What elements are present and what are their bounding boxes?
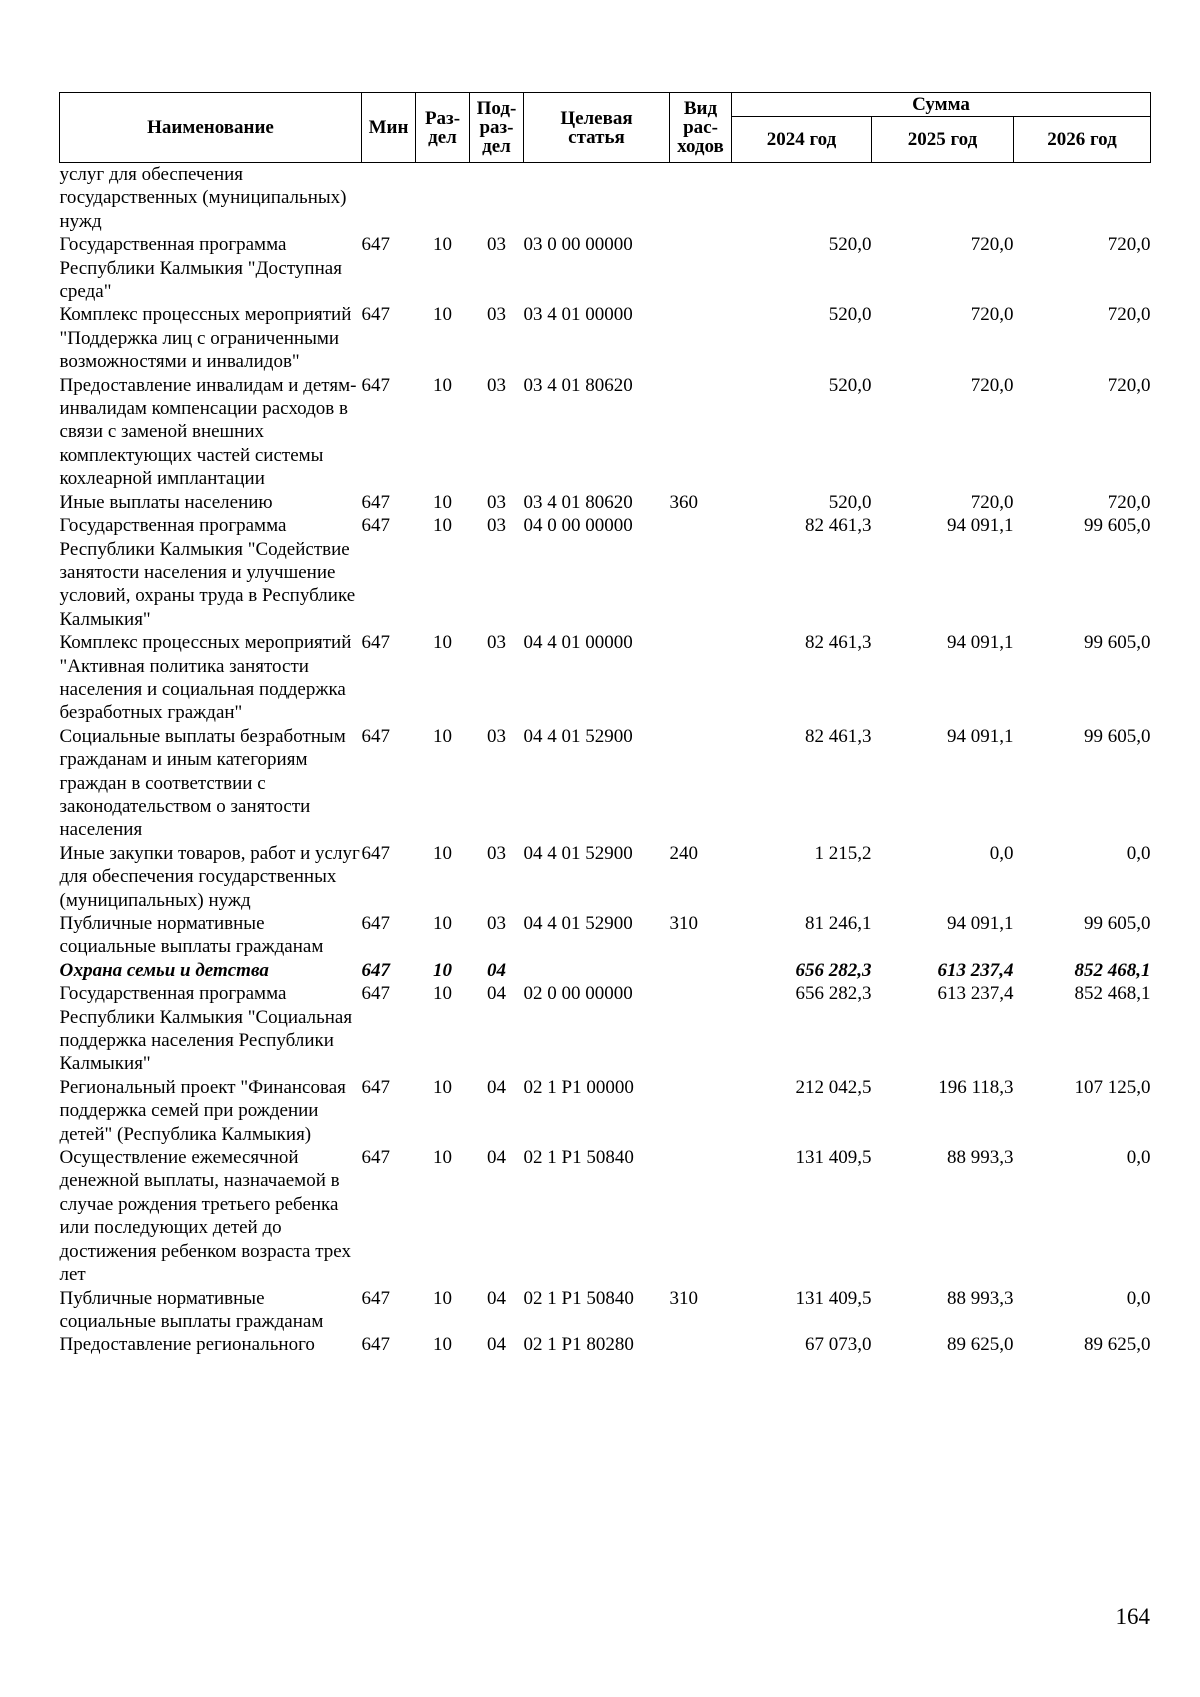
- cell-article: 02 1 Р1 50840: [523, 1147, 634, 1169]
- table-row: [60, 1146, 1151, 1286]
- cell-name: Государственная программа Республики Калмыкия "Социальная поддержка населения Республики Калмыкия": [59, 983, 353, 1075]
- cell-name: Социальные выплаты безработным гражданам и иным категориям граждан в соответствии с законодательством о занятости населения: [59, 725, 346, 841]
- cell-min: 647: [361, 234, 390, 256]
- cell-podrazdel: 03: [487, 632, 506, 654]
- header-name: Наименование: [60, 93, 362, 163]
- cell-podrazdel: 04: [487, 959, 506, 981]
- cell-podrazdel: 03: [487, 725, 506, 747]
- cell-2026: 107 125,0: [1074, 1076, 1151, 1098]
- cell-min: 647: [361, 304, 390, 326]
- cell-name: Предоставление инвалидам и детям-инвалидам компенсации расходов в связи с заменой внешних комплектующих частей системы кохлеарной имплантации: [59, 374, 357, 490]
- cell-2024: 520,0: [828, 491, 872, 513]
- cell-vid: [670, 725, 732, 842]
- cell-2025: 94 091,1: [947, 632, 1014, 654]
- header-2025: 2025 год: [872, 117, 1014, 163]
- cell-min: 647: [361, 1147, 390, 1169]
- cell-min: 647: [361, 374, 390, 396]
- table-row: [60, 1076, 1151, 1146]
- cell-podrazdel: 03: [487, 374, 506, 396]
- cell-vid: 310: [669, 913, 698, 934]
- cell-razdel: 10: [433, 959, 452, 981]
- header-article: Целевая статья: [524, 93, 670, 163]
- cell-article: 03 0 00 00000: [523, 234, 633, 256]
- cell-razdel: 10: [433, 234, 452, 256]
- cell-vid: [670, 982, 732, 1076]
- table-row: [60, 1333, 1151, 1356]
- table-row: [60, 163, 1151, 234]
- cell-min: 647: [361, 1334, 390, 1356]
- cell-2026: 0,0: [1126, 842, 1151, 864]
- table-row: [60, 233, 1151, 303]
- header-2024: 2024 год: [732, 117, 872, 163]
- cell-2026: 720,0: [1107, 304, 1151, 326]
- cell-razdel: 10: [433, 1287, 452, 1309]
- cell-article: 04 4 01 52900: [523, 725, 633, 747]
- table-row: [60, 631, 1151, 725]
- cell-2024: 520,0: [828, 234, 872, 256]
- cell-vid: [670, 1333, 732, 1356]
- cell-article: 04 4 01 52900: [523, 913, 633, 934]
- cell-name: Иные выплаты населению: [59, 491, 273, 513]
- cell-min: 647: [361, 491, 390, 513]
- cell-vid: [670, 303, 732, 373]
- header-razdel: Раз- дел: [416, 93, 470, 163]
- cell-2024: [732, 163, 872, 234]
- cell-name: Региональный проект "Финансовая поддержка семей при рождении детей" (Республика Калмыкия): [59, 1076, 346, 1145]
- cell-name: Комплекс процессных мероприятий "Активная политика занятости населения и социальная поддержка безработных граждан": [59, 632, 352, 724]
- table-row: [60, 303, 1151, 373]
- cell-name: Иные закупки товаров, работ и услуг для обеспечения государственных (муниципальных) нужд: [59, 842, 360, 911]
- cell-razdel: 10: [433, 374, 452, 396]
- cell-2026: 99 605,0: [1084, 632, 1151, 654]
- cell-2024: 82 461,3: [805, 515, 872, 537]
- cell-name: Комплекс процессных мероприятий "Поддержка лиц с ограниченными возможностями и инвалидов": [59, 304, 352, 373]
- cell-name: Предоставление регионального: [59, 1334, 315, 1356]
- cell-name: Публичные нормативные социальные выплаты гражданам: [59, 1287, 324, 1332]
- cell-razdel: 10: [433, 1334, 452, 1356]
- cell-podrazdel: [470, 163, 524, 234]
- cell-article: 03 4 01 00000: [523, 304, 633, 326]
- header-vid: Вид рас- ходов: [670, 93, 732, 163]
- cell-2026: 720,0: [1107, 234, 1151, 256]
- cell-2025: 196 118,3: [938, 1076, 1014, 1098]
- cell-razdel: [416, 163, 470, 234]
- table-row: [60, 912, 1151, 959]
- cell-article: 03 4 01 80620: [523, 491, 633, 513]
- cell-2025: 720,0: [970, 374, 1014, 396]
- cell-vid: [670, 631, 732, 725]
- cell-2024: 82 461,3: [805, 725, 872, 747]
- cell-2026: [1014, 163, 1151, 234]
- cell-razdel: 10: [433, 515, 452, 537]
- cell-2025: 613 237,4: [937, 959, 1014, 981]
- cell-2024: 81 246,1: [805, 913, 872, 934]
- cell-2026: 720,0: [1107, 491, 1151, 513]
- cell-2026: 99 605,0: [1084, 515, 1151, 537]
- cell-article: [524, 959, 670, 982]
- cell-podrazdel: 03: [487, 491, 506, 513]
- cell-2024: 520,0: [828, 304, 872, 326]
- table-row: [60, 374, 1151, 491]
- table-row: [60, 1287, 1151, 1334]
- cell-min: 647: [361, 1287, 390, 1309]
- cell-article: [524, 163, 670, 234]
- cell-article: 02 1 Р1 00000: [523, 1076, 634, 1098]
- cell-article: 02 1 Р1 50840: [523, 1287, 634, 1309]
- cell-2025: 94 091,1: [947, 725, 1014, 747]
- budget-table: [59, 92, 1151, 1357]
- table-row: [60, 725, 1151, 842]
- cell-article: 04 4 01 00000: [523, 632, 633, 654]
- cell-2026: 99 605,0: [1084, 725, 1151, 747]
- cell-min: 647: [361, 725, 390, 747]
- cell-vid: [670, 1076, 732, 1146]
- cell-2024: 67 073,0: [805, 1334, 872, 1356]
- cell-name: услуг для обеспечения государственных (муниципальных) нужд: [59, 164, 347, 232]
- cell-article: 02 0 00 00000: [523, 983, 633, 1005]
- cell-razdel: 10: [433, 491, 452, 513]
- cell-razdel: 10: [433, 913, 452, 934]
- page-number: 164: [1115, 1604, 1150, 1629]
- cell-2024: 656 282,3: [795, 959, 872, 981]
- cell-podrazdel: 04: [487, 1076, 506, 1098]
- cell-2025: 88 993,3: [947, 1147, 1014, 1169]
- cell-vid: [670, 374, 732, 491]
- cell-article: 03 4 01 80620: [523, 374, 633, 396]
- cell-2025: 613 237,4: [937, 983, 1014, 1005]
- cell-min: 647: [361, 959, 390, 981]
- cell-2024: 656 282,3: [795, 983, 872, 1005]
- cell-razdel: 10: [433, 842, 452, 864]
- cell-article: 02 1 Р1 80280: [523, 1334, 634, 1356]
- table-header: [60, 93, 1151, 163]
- cell-vid: [670, 959, 732, 982]
- cell-2026: 720,0: [1107, 374, 1151, 396]
- cell-2025: 720,0: [970, 491, 1014, 513]
- table-body: [60, 163, 1151, 1357]
- cell-razdel: 10: [433, 983, 452, 1005]
- cell-2024: 212 042,5: [795, 1076, 872, 1098]
- table-row: [60, 959, 1151, 982]
- cell-2025: 720,0: [970, 234, 1014, 256]
- cell-article: 04 0 00 00000: [523, 515, 633, 537]
- cell-min: 647: [361, 1076, 390, 1098]
- cell-2026: 0,0: [1126, 1147, 1151, 1169]
- cell-name: Публичные нормативные социальные выплаты гражданам: [59, 913, 324, 958]
- cell-vid: 240: [669, 842, 698, 864]
- cell-razdel: 10: [433, 632, 452, 654]
- cell-vid: [670, 514, 732, 631]
- cell-2024: 131 409,5: [795, 1147, 872, 1169]
- cell-2025: 88 993,3: [947, 1287, 1014, 1309]
- cell-2025: [872, 163, 1014, 234]
- cell-podrazdel: 03: [487, 842, 506, 864]
- cell-2026: 852 468,1: [1074, 959, 1151, 981]
- table-row: [60, 842, 1151, 912]
- cell-2026: 852 468,1: [1074, 983, 1151, 1005]
- cell-razdel: 10: [433, 725, 452, 747]
- cell-name: Охрана семьи и детства: [59, 959, 269, 981]
- cell-vid: 310: [669, 1287, 698, 1309]
- cell-2024: 520,0: [828, 374, 872, 396]
- cell-podrazdel: 03: [487, 304, 506, 326]
- cell-podrazdel: 04: [487, 1334, 506, 1356]
- cell-min: [362, 163, 416, 234]
- table-row: [60, 514, 1151, 631]
- cell-min: 647: [361, 913, 390, 934]
- cell-2026: 89 625,0: [1084, 1334, 1151, 1356]
- cell-razdel: 10: [433, 1076, 452, 1098]
- cell-vid: [670, 233, 732, 303]
- cell-razdel: 10: [433, 1147, 452, 1169]
- cell-min: 647: [361, 842, 390, 864]
- cell-2024: 82 461,3: [805, 632, 872, 654]
- cell-2025: 89 625,0: [947, 1334, 1014, 1356]
- header-podrazdel: Под- раз- дел: [470, 93, 524, 163]
- cell-min: 647: [361, 983, 390, 1005]
- cell-2025: 94 091,1: [947, 515, 1014, 537]
- cell-razdel: 10: [433, 304, 452, 326]
- cell-podrazdel: 03: [487, 515, 506, 537]
- cell-name: Государственная программа Республики Калмыкия "Доступная среда": [59, 234, 342, 303]
- cell-vid: [670, 1146, 732, 1286]
- table-row: [60, 982, 1151, 1076]
- cell-vid: 360: [669, 491, 698, 513]
- cell-2026: 99 605,0: [1084, 913, 1151, 934]
- cell-2025: 720,0: [970, 304, 1014, 326]
- cell-2026: 0,0: [1126, 1287, 1151, 1309]
- cell-vid: [670, 163, 732, 234]
- cell-name: Осуществление ежемесячной денежной выплаты, назначаемой в случае рождения третьего ребенка или последующих детей до достижения ребенком возраста трех лет: [59, 1147, 351, 1286]
- cell-2024: 131 409,5: [795, 1287, 872, 1309]
- cell-podrazdel: 04: [487, 983, 506, 1005]
- cell-min: 647: [361, 632, 390, 654]
- cell-2024: 1 215,2: [814, 842, 872, 864]
- cell-name: Государственная программа Республики Калмыкия "Содействие занятости населения и улучшение условий, охраны труда в Республике Калмыкия": [59, 515, 356, 630]
- header-sum: Сумма: [732, 93, 1151, 117]
- header-2026: 2026 год: [1014, 117, 1151, 163]
- cell-article: 04 4 01 52900: [523, 842, 633, 864]
- cell-podrazdel: 04: [487, 1287, 506, 1309]
- header-min: Мин: [362, 93, 416, 163]
- cell-min: 647: [361, 515, 390, 537]
- cell-2025: 94 091,1: [947, 913, 1014, 934]
- cell-2025: 0,0: [989, 842, 1014, 864]
- cell-podrazdel: 03: [487, 913, 506, 934]
- table-row: [60, 491, 1151, 514]
- cell-podrazdel: 04: [487, 1147, 506, 1169]
- cell-podrazdel: 03: [487, 234, 506, 256]
